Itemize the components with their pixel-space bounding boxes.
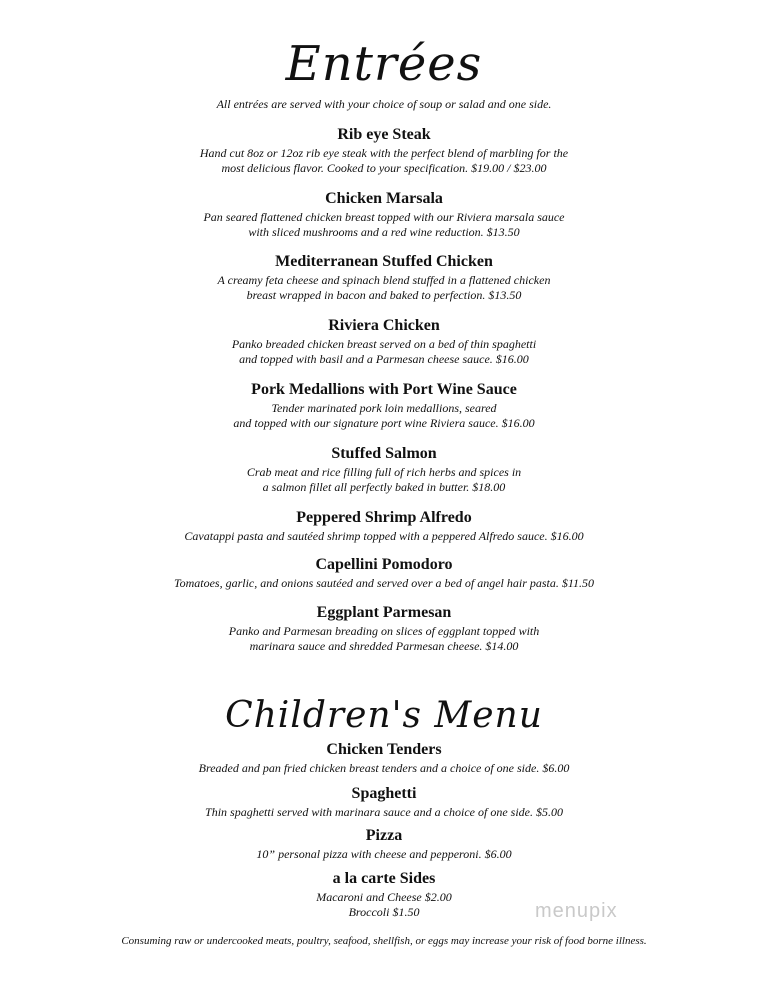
- entrees-subtitle: All entrées are served with your choice of soup or salad and one side.: [216, 97, 552, 111]
- item-name: Mediterranean Stuffed Chicken: [275, 253, 493, 270]
- item-description: Panko and Parmesan breading on slices of eggplant topped with marinara sauce and shredded Parmesan cheese. $14.00: [228, 624, 540, 653]
- menu-item: [120, 126, 648, 176]
- childrens-menu-title: Children's Menu: [225, 695, 543, 736]
- menu-item: [120, 604, 648, 654]
- item-name: Chicken Tenders: [326, 741, 442, 758]
- menu-item: [120, 827, 648, 862]
- item-name: Chicken Marsala: [325, 190, 443, 207]
- item-description: Hand cut 8oz or 12oz rib eye steak with the perfect blend of marbling for the most delicious flavor. Cooked to your specification. $19.00 / $23.00: [199, 146, 569, 175]
- menu-item: [120, 445, 648, 495]
- item-description: Thin spaghetti served with marinara sauce and a choice of one side. $5.00: [205, 805, 563, 819]
- item-name: a la carte Sides: [332, 870, 436, 887]
- item-name: Riviera Chicken: [328, 317, 440, 334]
- menu-item: [120, 785, 648, 820]
- item-description: Crab meat and rice filling full of rich herbs and spices in a salmon fillet all perfectly baked in butter. $18.00: [246, 465, 522, 494]
- item-description: Tender marinated pork loin medallions, seared and topped with our signature port wine Riviera sauce. $16.00: [233, 401, 535, 430]
- item-description: Panko breaded chicken breast served on a bed of thin spaghetti and topped with basil and a Parmesan cheese sauce. $16.00: [231, 337, 537, 366]
- item-description: Pan seared flattened chicken breast topped with our Riviera marsala sauce with sliced mushrooms and a red wine reduction. $13.50: [203, 210, 565, 239]
- menu-item: [120, 317, 648, 367]
- entrees-title: Entrées: [285, 36, 483, 92]
- menu-item: [90, 509, 678, 544]
- item-description: Breaded and pan fried chicken breast tenders and a choice of one side. $6.00: [198, 761, 570, 775]
- menupix-watermark: menupix: [535, 900, 618, 922]
- item-name: Eggplant Parmesan: [316, 604, 452, 621]
- menu-item: [120, 741, 648, 776]
- item-name: Stuffed Salmon: [331, 445, 437, 462]
- food-safety-disclaimer: Consuming raw or undercooked meats, poultry, seafood, shellfish, or eggs may increase your risk of food borne illness.: [121, 935, 647, 947]
- menu-item: [90, 556, 678, 591]
- item-description: Cavatappi pasta and sautéed shrimp topped with a peppered Alfredo sauce. $16.00: [184, 529, 584, 543]
- item-name: Pizza: [365, 827, 403, 844]
- menu-item: [120, 190, 648, 240]
- item-description: 10” personal pizza with cheese and pepperoni. $6.00: [256, 847, 512, 861]
- menu-item: [120, 253, 648, 303]
- item-name: Peppered Shrimp Alfredo: [296, 509, 472, 526]
- item-description: A creamy feta cheese and spinach blend stuffed in a flattened chicken breast wrapped in bacon and baked to perfection. $13.50: [217, 273, 551, 302]
- item-description: Macaroni and Cheese $2.00 Broccoli $1.50: [316, 890, 452, 919]
- item-description: Tomatoes, garlic, and onions sautéed and served over a bed of angel hair pasta. $11.50: [174, 576, 594, 590]
- item-name: Spaghetti: [351, 785, 417, 802]
- item-name: Capellini Pomodoro: [315, 556, 453, 573]
- item-name: Pork Medallions with Port Wine Sauce: [251, 381, 517, 398]
- menu-item: [120, 381, 648, 431]
- item-name: Rib eye Steak: [337, 126, 431, 143]
